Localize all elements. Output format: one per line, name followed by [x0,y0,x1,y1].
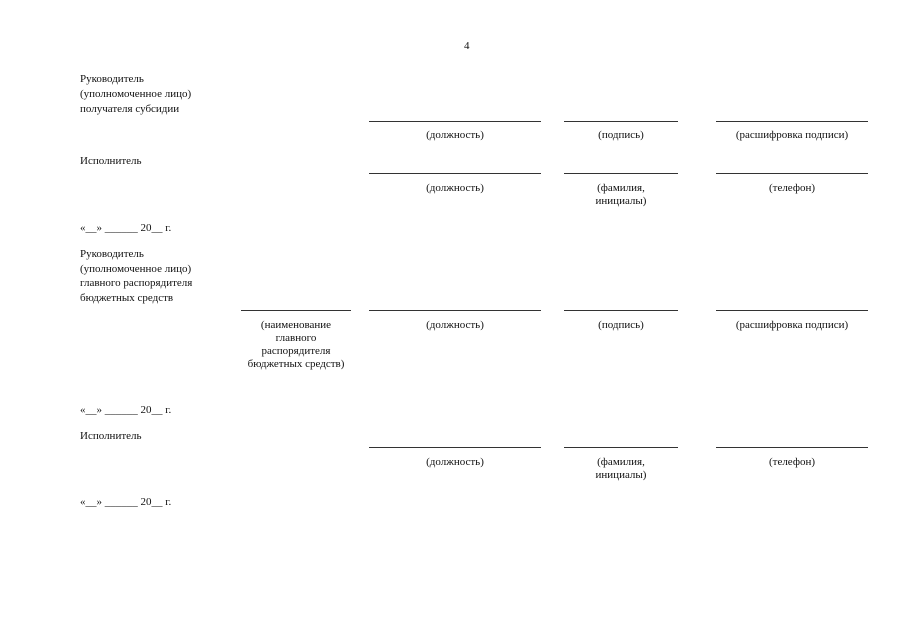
caption-signature: (подпись) [598,319,644,331]
date-placeholder: «__» ______ 20__ г. [80,496,172,508]
caption-signature-decoding: (расшифровка подписи) [735,129,849,141]
executor-title: Исполнитель [80,430,142,442]
caption-position: (должность) [426,182,484,194]
signature-line-position [369,121,541,122]
signature-line-decoding [716,121,868,122]
caption-signature: (подпись) [598,129,644,141]
recipient-head-title-line-3: получателя субсидии [80,103,180,115]
page-number: 4 [464,40,470,52]
recipient-head-title-line-1: Руководитель [80,73,144,85]
date-placeholder: «__» ______ 20__ г. [80,404,172,416]
signature-line-signature [564,121,678,122]
chief-manager-title-line-3: главного распорядителя [80,277,193,289]
caption-chief-manager-name: (наименование главного распорядителя бюджетных средств) [247,319,345,370]
chief-manager-title-line-1: Руководитель [80,248,144,260]
caption-signature-decoding: (расшифровка подписи) [735,319,849,331]
executor-line-phone [716,173,868,174]
caption-position: (должность) [426,456,484,468]
signature-line-decoding [716,310,868,311]
caption-surname-initials: (фамилия, инициалы) [595,456,647,481]
caption-surname-initials: (фамилия, инициалы) [595,182,647,207]
executor-line-phone [716,447,868,448]
caption-position: (должность) [426,319,484,331]
caption-phone: (телефон) [768,456,816,468]
caption-position: (должность) [426,129,484,141]
executor-line-name [564,173,678,174]
signature-line-position [369,310,541,311]
signature-line-organization [241,310,351,311]
date-placeholder: «__» ______ 20__ г. [80,222,172,234]
chief-manager-title-line-4: бюджетных средств [80,292,174,304]
executor-line-name [564,447,678,448]
executor-title: Исполнитель [80,155,142,167]
executor-line-position [369,447,541,448]
signature-line-signature [564,310,678,311]
caption-phone: (телефон) [768,182,816,194]
chief-manager-title-line-2: (уполномоченное лицо) [80,263,192,275]
executor-line-position [369,173,541,174]
recipient-head-title-line-2: (уполномоченное лицо) [80,88,192,100]
